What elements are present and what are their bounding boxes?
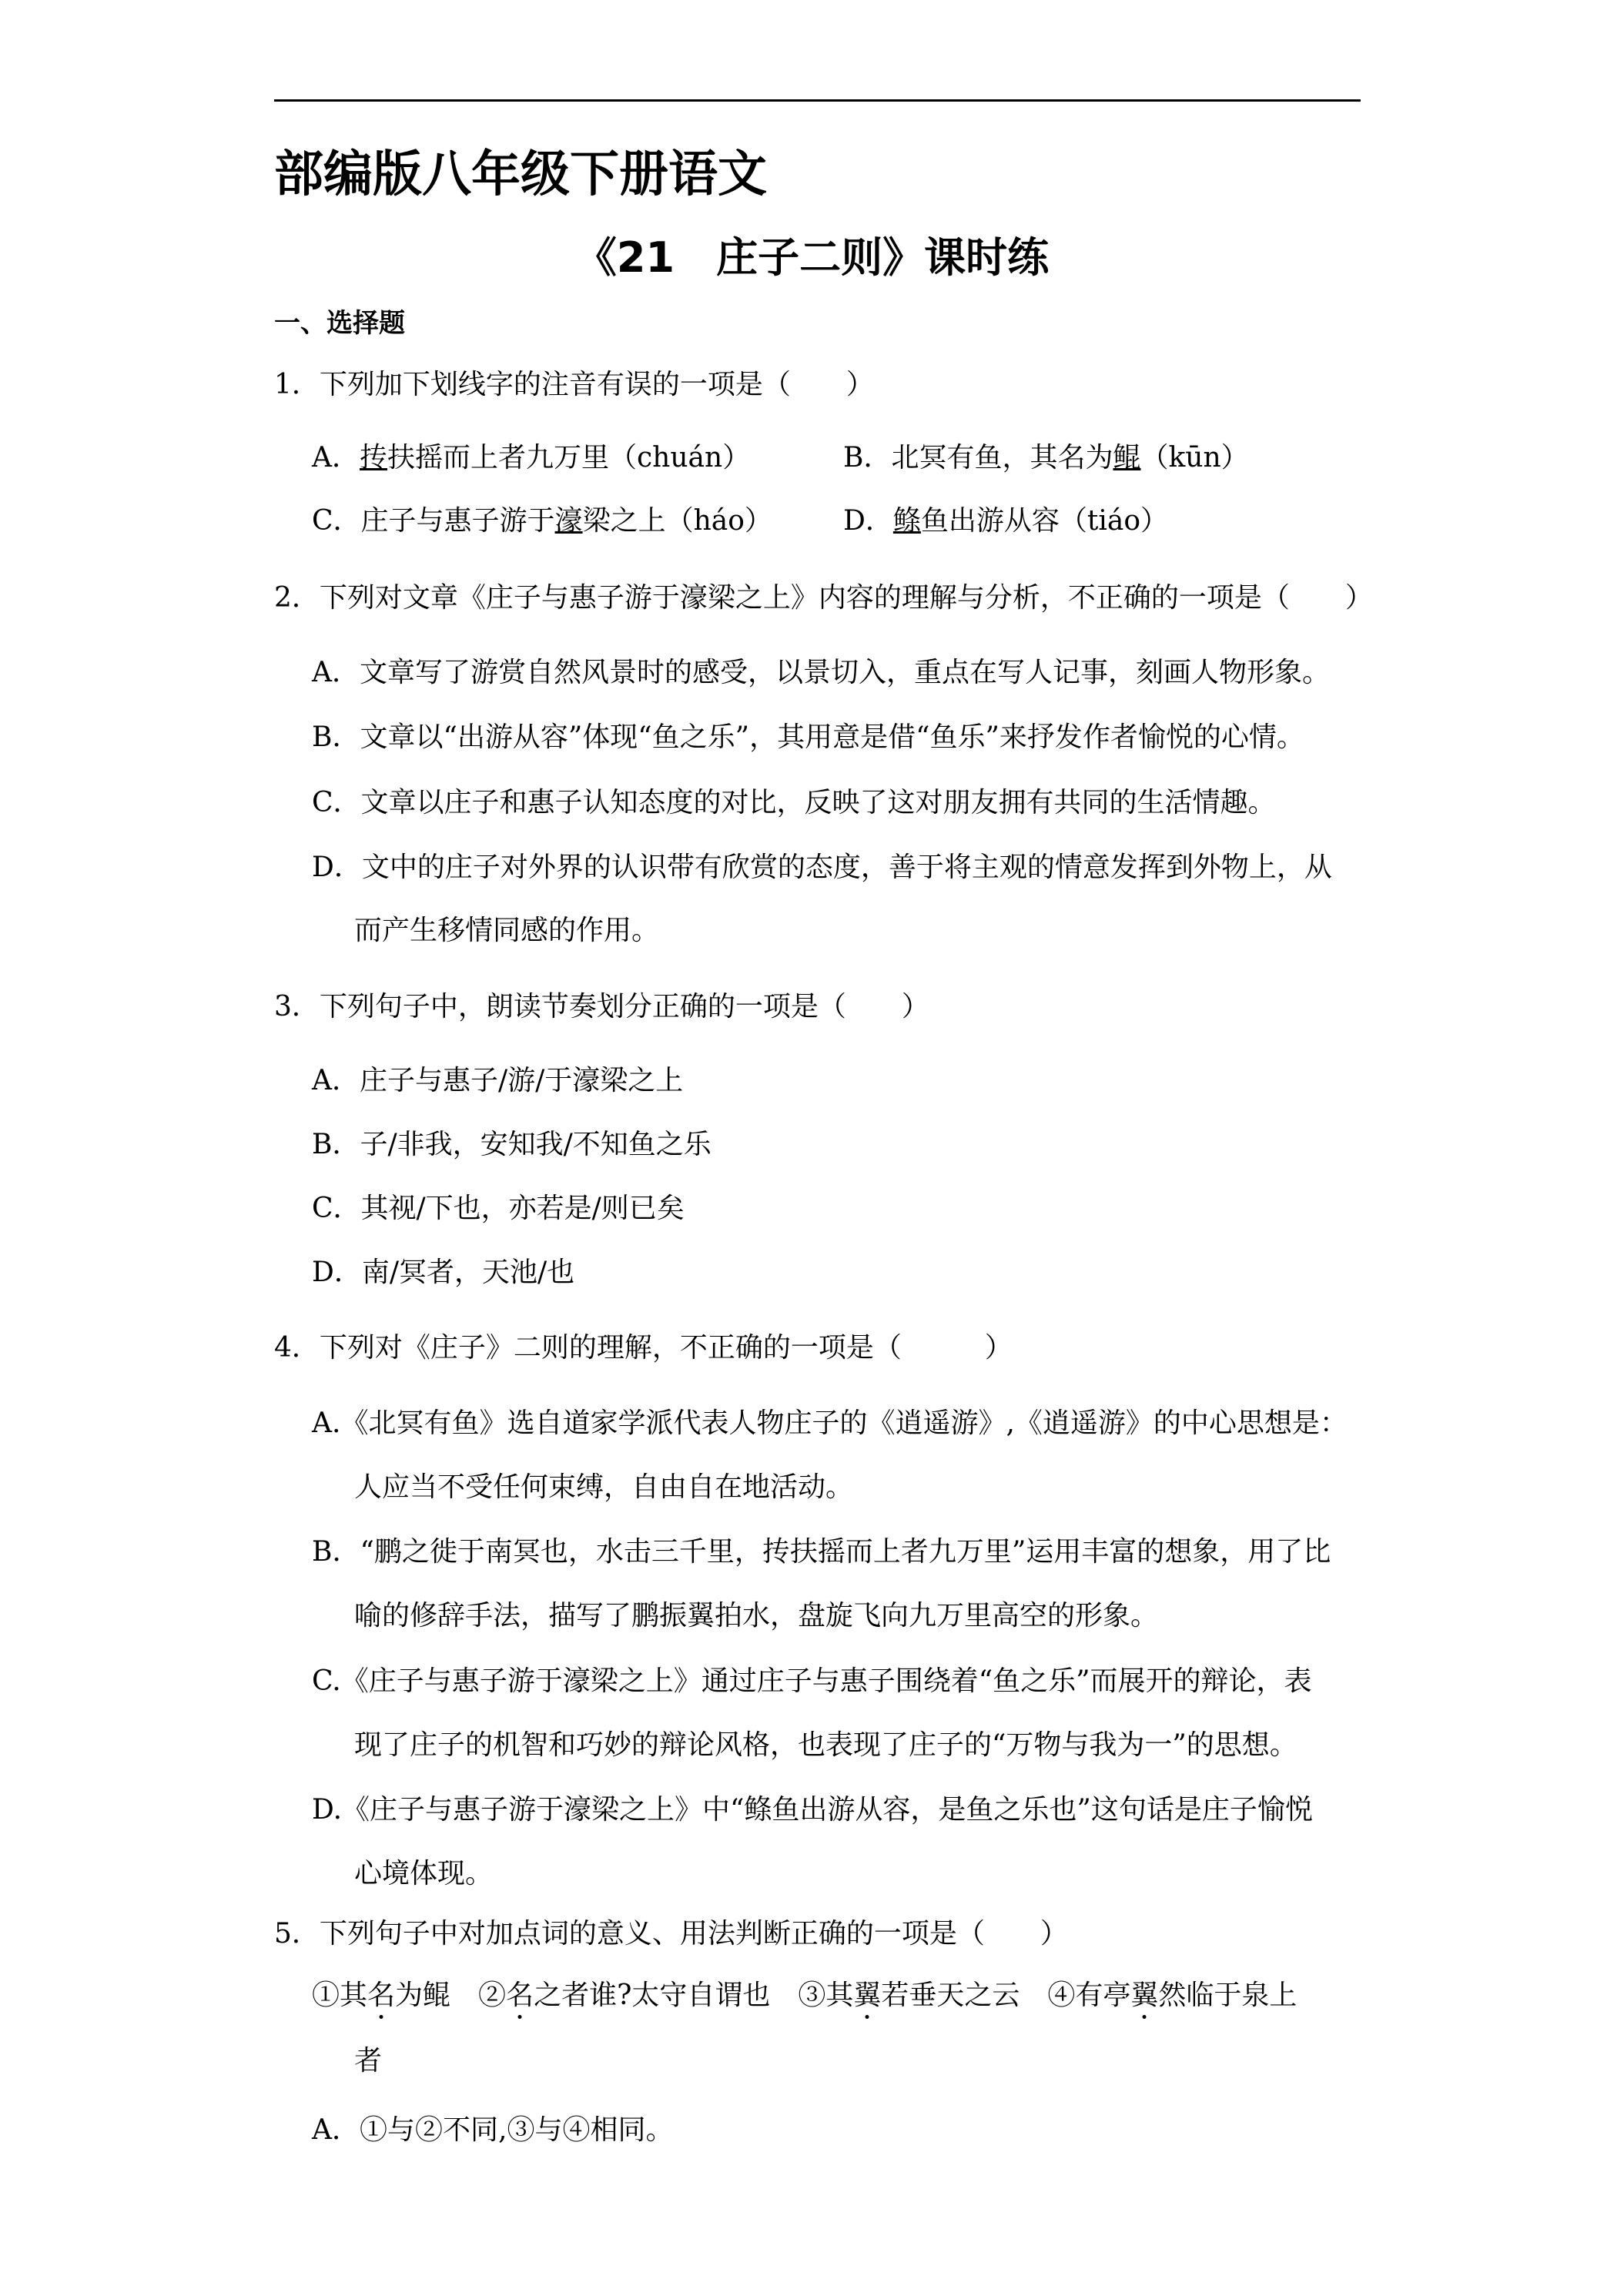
q3-option-b: B．子/非我，安知我/不知鱼之乐 bbox=[312, 1129, 712, 1160]
q1-b-prefix: B．北冥有鱼，其名为 bbox=[843, 442, 1113, 474]
q1-option-b bbox=[843, 436, 1249, 475]
q5-s3-post: 若垂天之云 ④有亭 bbox=[881, 1980, 1131, 2011]
q1-c-prefix: C．庄子与惠子游于 bbox=[312, 505, 555, 537]
top-rule bbox=[274, 99, 1361, 102]
q2-option-d-line2: 而产生移情同感的作用。 bbox=[354, 915, 660, 946]
q1-stem: 1．下列加下划线字的注音有误的一项是（ ） bbox=[274, 369, 874, 400]
q3-option-a: A．庄子与惠子/游/于濠梁之上 bbox=[312, 1065, 684, 1096]
q5-s1-dotted-word: 名 bbox=[367, 1980, 396, 2011]
q1-a-underlined: 抟 bbox=[360, 442, 388, 474]
q1-d-rest: 鱼出游从容（tiáo） bbox=[920, 505, 1169, 537]
q5-sentences-cont: 者 bbox=[354, 2045, 383, 2077]
q2-option-b: B．文章以“出游从容”体现“鱼之乐”，其用意是借“鱼乐”来抒发作者愉悦的心情。 bbox=[312, 721, 1304, 753]
q1-c-underlined: 濠 bbox=[554, 505, 583, 537]
q1-d-prefix: D． bbox=[843, 505, 893, 537]
q2-stem: 2．下列对文章《庄子与惠子游于濠梁之上》内容的理解与分析，不正确的一项是（ ） bbox=[274, 582, 1373, 614]
q1-d-underlined: 鲦 bbox=[892, 505, 921, 537]
q5-s1-post: 为鲲 ② bbox=[395, 1980, 507, 2011]
q4-option-c-line2: 现了庄子的机智和巧妙的辩论风格，也表现了庄子的“万物与我为一”的思想。 bbox=[354, 1729, 1298, 1761]
q5-s2-post: 之者谁?太守自谓也 ③其 bbox=[534, 1980, 854, 2011]
q4-option-a-line1: A.《北冥有鱼》选自道家学派代表人物庄子的《逍遥游》,《逍遥游》的中心思想是： bbox=[312, 1407, 1348, 1439]
q3-option-c: C．其视/下也，亦若是/则已矣 bbox=[312, 1193, 685, 1224]
q1-a-rest: 扶摇而上者九万里（chuán） bbox=[387, 442, 751, 474]
q1-b-underlined: 鲲 bbox=[1113, 442, 1141, 474]
q4-option-d-line1: D.《庄子与惠子游于濠梁之上》中“鲦鱼出游从容，是鱼之乐也”这句话是庄子愉悦 bbox=[312, 1794, 1313, 1826]
q1-option-a bbox=[312, 436, 750, 475]
q5-stem: 5．下列句子中对加点词的意义、用法判断正确的一项是（ ） bbox=[274, 1918, 1068, 1950]
q2-option-a: A．文章写了游赏自然风景时的感受，以景切入，重点在写人记事，刻画人物形象。 bbox=[312, 657, 1330, 688]
q5-s4-post: 然临于泉上 bbox=[1158, 1980, 1298, 2011]
q5-s1-pre: ①其 bbox=[312, 1980, 368, 2011]
document-subtitle: 《21 庄子二则》课时练 bbox=[574, 233, 1050, 282]
q2-option-d-line1: D．文中的庄子对外界的认识带有欣赏的态度，善于将主观的情意发挥到外物上，从 bbox=[312, 852, 1332, 883]
q1-c-rest: 梁之上（háo） bbox=[582, 505, 772, 537]
section-heading: 一、选择题 bbox=[274, 308, 405, 339]
q5-option-a: A．①与②不同,③与④相同。 bbox=[312, 2114, 674, 2146]
q3-option-d: D．南/冥者，天池/也 bbox=[312, 1257, 575, 1288]
q1-option-d bbox=[843, 499, 1168, 538]
q1-option-c bbox=[312, 499, 772, 538]
q4-option-b-line1: B．“鹏之徙于南冥也，水击三千里，抟扶摇而上者九万里”运用丰富的想象，用了比 bbox=[312, 1536, 1331, 1568]
q4-option-d-line2: 心境体现。 bbox=[354, 1858, 494, 1889]
q3-stem: 3．下列句子中，朗读节奏划分正确的一项是（ ） bbox=[274, 991, 929, 1022]
q5-s4-dotted-word: 翼 bbox=[1130, 1980, 1159, 2011]
q1-a-prefix: A． bbox=[312, 442, 360, 474]
q4-option-c-line1: C.《庄子与惠子游于濠梁之上》通过庄子与惠子围绕着“鱼之乐”而展开的辩论，表 bbox=[312, 1665, 1312, 1697]
q5-s2-dotted-word: 名 bbox=[506, 1980, 534, 2011]
q1-b-rest: （kūn） bbox=[1140, 442, 1249, 474]
q5-s3-dotted-word: 翼 bbox=[853, 1980, 882, 2011]
q2-option-c: C．文章以庄子和惠子认知态度的对比，反映了这对朋友拥有共同的生活情趣。 bbox=[312, 787, 1276, 818]
q5-sentences bbox=[312, 1973, 1297, 2013]
q4-option-a-line2: 人应当不受任何束缚，自由自在地活动。 bbox=[354, 1471, 854, 1503]
q4-option-b-line2: 喻的修辞手法，描写了鹏振翼拍水，盘旋飞向九万里高空的形象。 bbox=[354, 1600, 1159, 1632]
q4-stem: 4．下列对《庄子》二则的理解，不正确的一项是（ ） bbox=[274, 1332, 1013, 1364]
document-title: 部编版八年级下册语文 bbox=[274, 146, 767, 203]
